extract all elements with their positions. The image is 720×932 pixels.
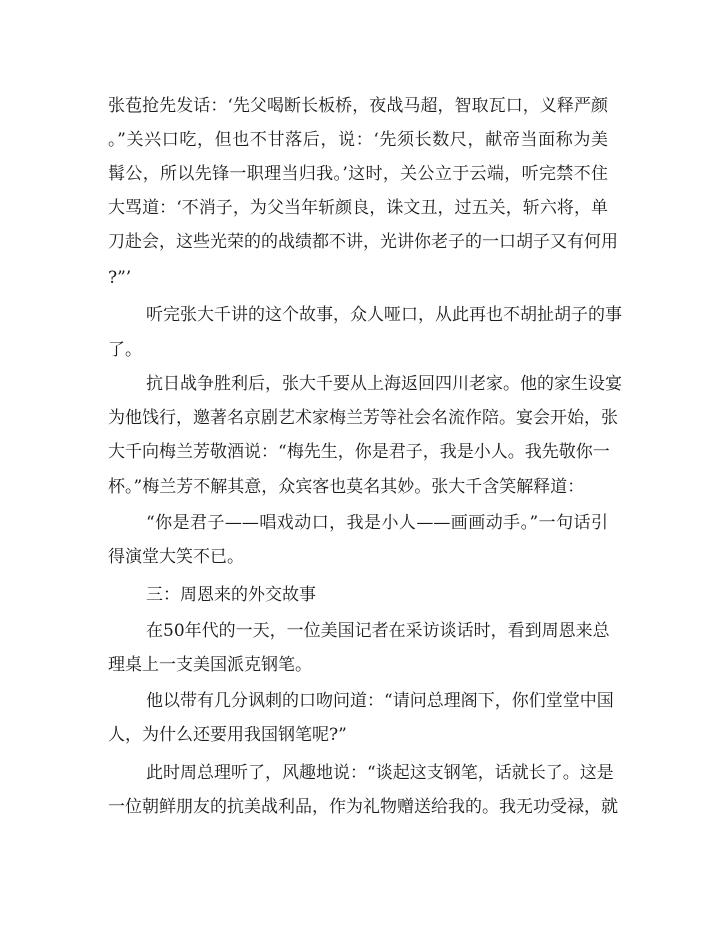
section-heading: 三：周恩来的外交故事 (146, 585, 316, 605)
text-line-8: 了。 (108, 340, 142, 360)
text-line-18: 他以带有几分讽刺的口吻问道：“请问总理阁下，你们堂堂中国 (146, 691, 614, 711)
text-line-4: 大骂道：‘不消子，为父当年斩颜良，诛文丑，过五关，斩六将，单 (108, 198, 608, 218)
text-line-19: 人，为什么还要用我国钢笔呢?” (108, 725, 347, 745)
text-line-13: “你是君子——唱戏动口，我是小人——画画动手。”一句话引 (146, 513, 608, 533)
text-line-14: 得演堂大笑不已。 (108, 547, 244, 567)
text-line-2: 。”关兴口吃，但也不甘落后，说：‘先须长数尺，献帝当面称为美 (108, 130, 608, 150)
text-line-9: 抗日战争胜利后，张大千要从上海返回四川老家。他的家生设宴 (146, 374, 622, 394)
text-line-20: 此时周总理听了，风趣地说：“谈起这支钢笔，话就长了。这是 (146, 763, 614, 783)
text-line-7: 听完张大千讲的这个故事，众人哑口，从此再也不胡扯胡子的事 (146, 305, 622, 325)
text-line-10: 为他饯行，邀著名京剧艺术家梅兰芳等社会名流作陪。宴会开始，张 (108, 408, 618, 428)
text-line-16: 在50年代的一天，一位美国记者在采访谈话时，看到周恩来总 (146, 621, 610, 641)
text-line-21: 一位朝鲜朋友的抗美战利品，作为礼物赠送给我的。我无功受禄，就 (108, 797, 618, 817)
text-line-3: 髯公，所以先锋一职理当归我。’这时，关公立于云端，听完禁不住 (108, 164, 608, 184)
text-line-1: 张苞抢先发话：‘先父喝断长板桥，夜战马超，智取瓦口，义释严颜 (108, 96, 608, 116)
text-line-17: 理桌上一支美国派克钢笔。 (108, 655, 312, 675)
text-line-5: 刀赴会，这些光荣的的战绩都不讲，光讲你老子的一口胡子又有何用 (108, 232, 618, 252)
text-line-11: 大千向梅兰芳敬酒说：“梅先生，你是君子，我是小人。我先敬你一 (108, 442, 610, 462)
text-line-12: 杯。”梅兰芳不解其意，众宾客也莫名其妙。张大千含笑解释道： (108, 477, 585, 497)
text-line-6: ?”’ (108, 268, 132, 288)
